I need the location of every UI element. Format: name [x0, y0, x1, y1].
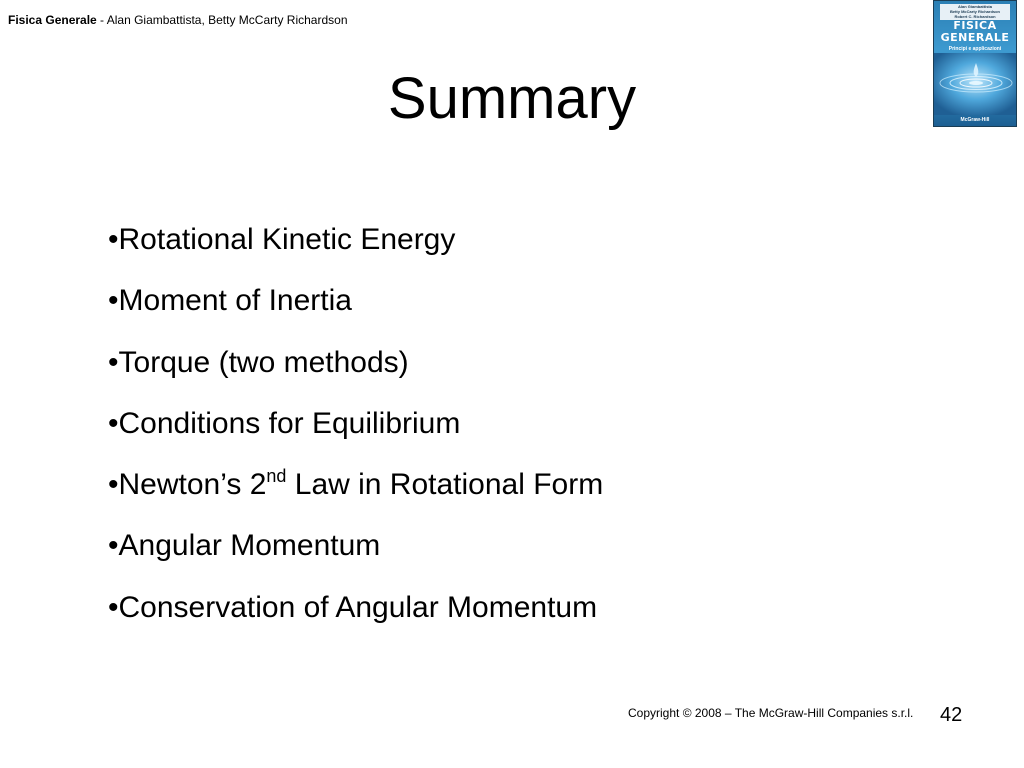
summary-item-text: Angular Momentum [118, 529, 381, 563]
summary-item-moment-of-inertia [108, 279, 603, 340]
summary-list [108, 218, 603, 647]
bullet-marker: • [108, 345, 119, 379]
header-book-title: Fisica Generale [8, 13, 97, 27]
ordinal-superscript: nd [266, 466, 287, 487]
summary-item-conditions-for-equilibrium [108, 402, 603, 463]
summary-item-rotational-kinetic-energy [108, 218, 603, 279]
bullet-marker: • [108, 223, 119, 256]
summary-item-torque [108, 341, 603, 402]
summary-item-text-before: Newton’s 2 [118, 468, 267, 502]
bullet-marker: • [108, 590, 119, 624]
page-number: 42 [940, 704, 963, 726]
cover-title-line2: GENERALE [940, 31, 1010, 44]
slide-title: Summary [387, 66, 637, 131]
cover-subtitle: Principi e applicazioni [948, 46, 1002, 52]
bullet-marker: • [108, 406, 119, 440]
bullet-marker: • [108, 529, 119, 563]
summary-item-conservation-of-angular-momentum [108, 586, 603, 647]
cover-title [934, 20, 1016, 44]
summary-item-angular-momentum [108, 524, 603, 585]
summary-item-text: Moment of Inertia [118, 284, 352, 318]
cover-authors [940, 4, 1010, 20]
bullet-marker: • [108, 468, 119, 502]
cover-author-1: Alan Giambattista [957, 4, 992, 9]
cover-author-2: Betty McCarty Richardson [949, 9, 1000, 14]
summary-item-text: Conditions for Equilibrium [118, 406, 461, 440]
slide-header [8, 13, 348, 27]
summary-item-text: Rotational Kinetic Energy [118, 223, 456, 256]
cover-publisher: McGraw-Hill [960, 117, 990, 123]
cover-title-line1: FISICA [953, 19, 997, 32]
summary-item-text-after: Law in Rotational Form [286, 468, 604, 502]
summary-item-text: Torque (two methods) [118, 345, 409, 379]
summary-item-newtons-second-law [108, 463, 603, 524]
header-separator: - [96, 13, 107, 27]
cover-author-3: Robert C. Richardson [954, 14, 996, 19]
copyright-notice: Copyright © 2008 – The McGraw-Hill Companies s.r.l. [628, 706, 914, 720]
bullet-marker: • [108, 284, 119, 318]
summary-item-text: Conservation of Angular Momentum [118, 590, 598, 624]
header-authors: Alan Giambattista, Betty McCarty Richardson [106, 13, 348, 27]
